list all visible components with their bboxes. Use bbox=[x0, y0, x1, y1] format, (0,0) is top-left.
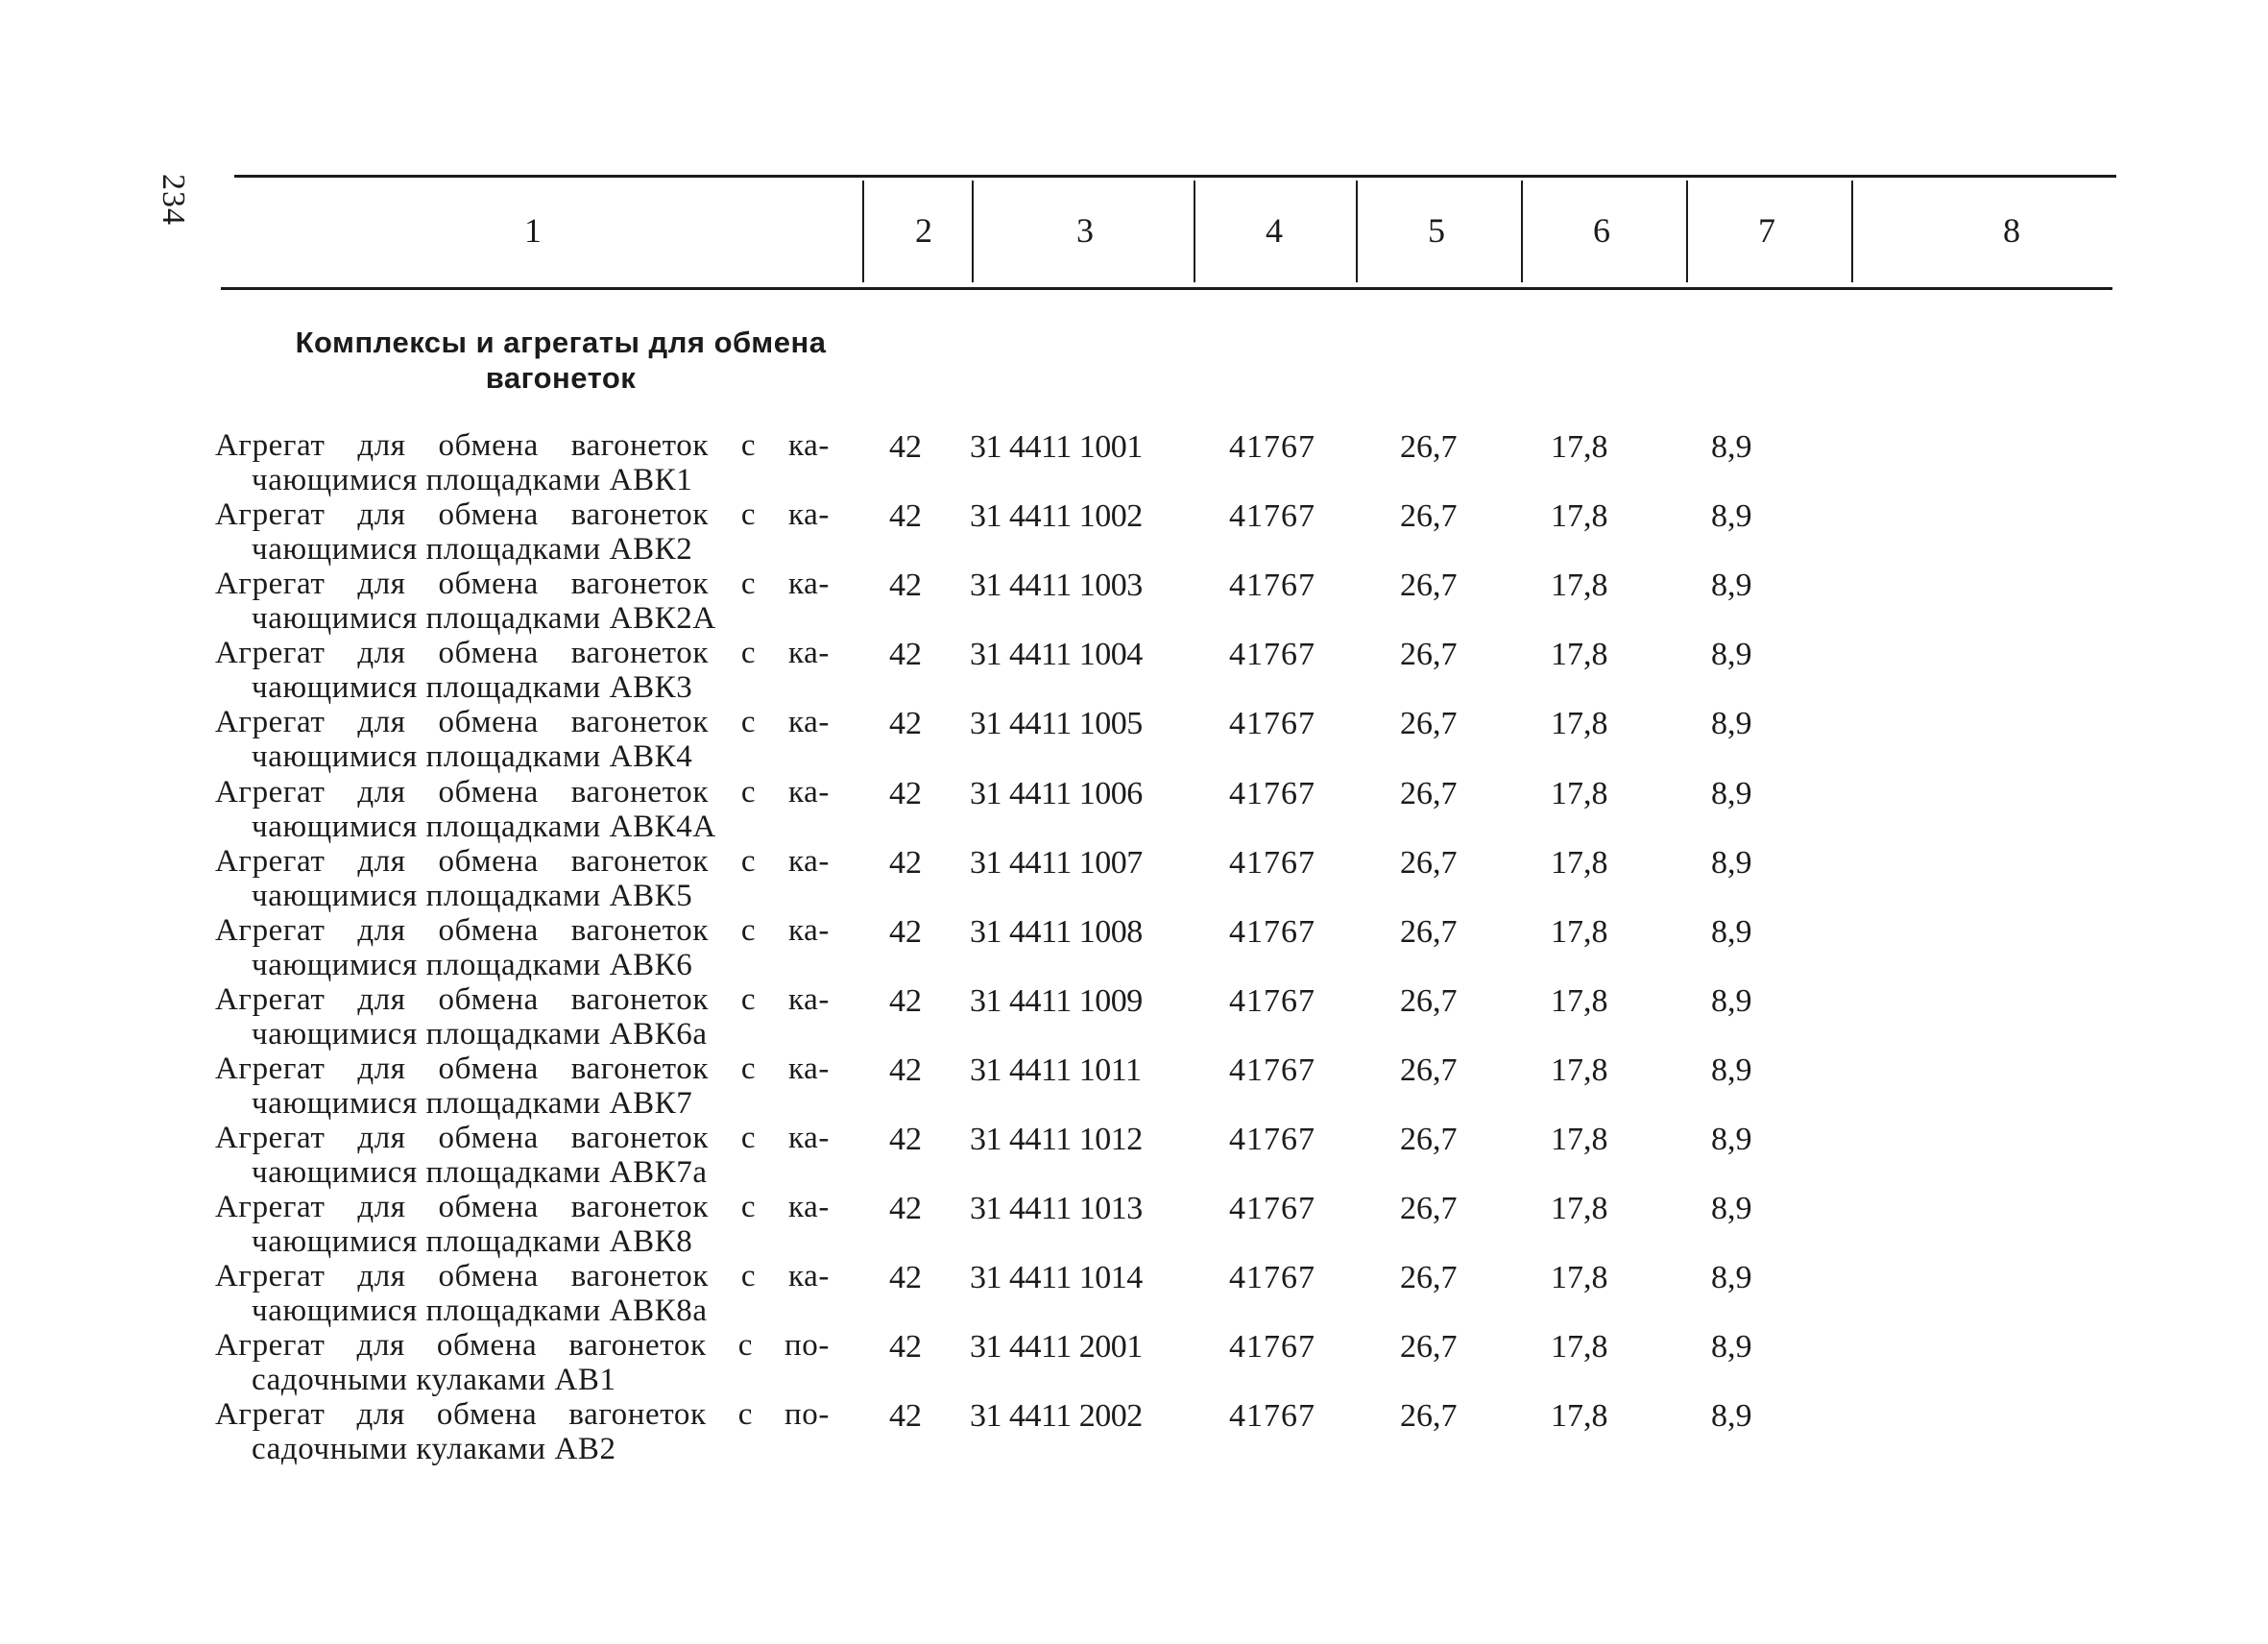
cell-col5: 26,7 bbox=[1400, 776, 1458, 811]
cell-col2: 42 bbox=[889, 1122, 922, 1157]
row-description bbox=[215, 1259, 830, 1328]
row-description-line2: чающимися площадками АВК4А bbox=[252, 810, 716, 844]
row-description-line1: Агрегат для обмена вагонеток с ка- bbox=[215, 428, 830, 463]
row-description bbox=[215, 913, 830, 982]
column-header-7: 7 bbox=[1758, 211, 1775, 250]
cell-col6: 17,8 bbox=[1551, 1052, 1608, 1088]
row-description-line1: Агрегат для обмена вагонеток с ка- bbox=[215, 1052, 830, 1086]
cell-col6: 17,8 bbox=[1551, 568, 1608, 603]
cell-col5: 26,7 bbox=[1400, 1191, 1458, 1226]
row-description-line1: Агрегат для обмена вагонеток с ка- bbox=[215, 1121, 830, 1155]
cell-col4: 41767 bbox=[1229, 637, 1315, 672]
cell-col5: 26,7 bbox=[1400, 845, 1458, 881]
cell-col6: 17,8 bbox=[1551, 498, 1608, 534]
cell-col4: 41767 bbox=[1229, 1329, 1315, 1365]
row-description-line2: чающимися площадками АВК2 bbox=[252, 532, 693, 567]
table-row bbox=[0, 1328, 2268, 1397]
cell-col4: 41767 bbox=[1229, 776, 1315, 811]
cell-col3: 31 4411 2001 bbox=[970, 1329, 1143, 1365]
table-row bbox=[0, 982, 2268, 1052]
row-description bbox=[215, 775, 830, 844]
cell-col5: 26,7 bbox=[1400, 498, 1458, 534]
cell-col3: 31 4411 1011 bbox=[970, 1052, 1142, 1088]
cell-col2: 42 bbox=[889, 1329, 922, 1365]
cell-col4: 41767 bbox=[1229, 845, 1315, 881]
column-divider bbox=[972, 181, 974, 282]
cell-col2: 42 bbox=[889, 776, 922, 811]
cell-col2: 42 bbox=[889, 1398, 922, 1434]
row-description bbox=[215, 1121, 830, 1190]
table-row bbox=[0, 567, 2268, 636]
cell-col2: 42 bbox=[889, 706, 922, 741]
table-row bbox=[0, 1190, 2268, 1259]
cell-col2: 42 bbox=[889, 845, 922, 881]
column-header-1: 1 bbox=[524, 211, 542, 250]
cell-col3: 31 4411 1001 bbox=[970, 429, 1143, 465]
cell-col3: 31 4411 1008 bbox=[970, 914, 1143, 950]
page-number: 234 bbox=[156, 174, 191, 226]
table-row bbox=[0, 1259, 2268, 1328]
cell-col6: 17,8 bbox=[1551, 983, 1608, 1019]
table-row bbox=[0, 1052, 2268, 1121]
cell-col5: 26,7 bbox=[1400, 914, 1458, 950]
column-header-3: 3 bbox=[1076, 211, 1094, 250]
cell-col3: 31 4411 1005 bbox=[970, 706, 1143, 741]
cell-col6: 17,8 bbox=[1551, 1329, 1608, 1365]
column-divider bbox=[1851, 181, 1853, 282]
row-description-line2: чающимися площадками АВК6 bbox=[252, 948, 693, 982]
row-description-line2: чающимися площадками АВК8 bbox=[252, 1224, 693, 1259]
cell-col6: 17,8 bbox=[1551, 1260, 1608, 1295]
cell-col7: 8,9 bbox=[1711, 1329, 1752, 1365]
cell-col6: 17,8 bbox=[1551, 637, 1608, 672]
cell-col4: 41767 bbox=[1229, 1052, 1315, 1088]
row-description-line2: садочными кулаками АВ1 bbox=[252, 1363, 616, 1397]
table-row bbox=[0, 844, 2268, 913]
table-row bbox=[0, 913, 2268, 982]
cell-col5: 26,7 bbox=[1400, 1122, 1458, 1157]
cell-col4: 41767 bbox=[1229, 1260, 1315, 1295]
cell-col7: 8,9 bbox=[1711, 429, 1752, 465]
cell-col6: 17,8 bbox=[1551, 429, 1608, 465]
cell-col2: 42 bbox=[889, 498, 922, 534]
table-row bbox=[0, 636, 2268, 705]
row-description-line2: чающимися площадками АВК8а bbox=[252, 1293, 708, 1328]
section-title-line2: вагонеток bbox=[485, 361, 637, 395]
cell-col7: 8,9 bbox=[1711, 914, 1752, 950]
cell-col3: 31 4411 1007 bbox=[970, 845, 1143, 881]
row-description bbox=[215, 567, 830, 636]
cell-col4: 41767 bbox=[1229, 1191, 1315, 1226]
cell-col7: 8,9 bbox=[1711, 568, 1752, 603]
row-description-line1: Агрегат для обмена вагонеток с ка- bbox=[215, 844, 830, 879]
row-description-line2: чающимися площадками АВК4 bbox=[252, 739, 693, 774]
cell-col2: 42 bbox=[889, 429, 922, 465]
cell-col5: 26,7 bbox=[1400, 1260, 1458, 1295]
row-description-line1: Агрегат для обмена вагонеток с ка- bbox=[215, 1190, 830, 1224]
cell-col7: 8,9 bbox=[1711, 637, 1752, 672]
cell-col7: 8,9 bbox=[1711, 1052, 1752, 1088]
cell-col4: 41767 bbox=[1229, 429, 1315, 465]
row-description bbox=[215, 497, 830, 567]
cell-col7: 8,9 bbox=[1711, 1398, 1752, 1434]
cell-col7: 8,9 bbox=[1711, 845, 1752, 881]
cell-col5: 26,7 bbox=[1400, 706, 1458, 741]
row-description bbox=[215, 428, 830, 497]
row-description-line1: Агрегат для обмена вагонеток с ка- bbox=[215, 567, 830, 601]
cell-col3: 31 4411 1002 bbox=[970, 498, 1143, 534]
column-divider bbox=[1686, 181, 1688, 282]
cell-col4: 41767 bbox=[1229, 1122, 1315, 1157]
cell-col3: 31 4411 1013 bbox=[970, 1191, 1143, 1226]
cell-col2: 42 bbox=[889, 1191, 922, 1226]
cell-col6: 17,8 bbox=[1551, 1122, 1608, 1157]
cell-col3: 31 4411 1014 bbox=[970, 1260, 1143, 1295]
table-row bbox=[0, 428, 2268, 497]
column-divider bbox=[862, 181, 864, 282]
cell-col4: 41767 bbox=[1229, 706, 1315, 741]
cell-col3: 31 4411 1012 bbox=[970, 1122, 1143, 1157]
row-description-line1: Агрегат для обмена вагонеток с ка- bbox=[215, 775, 830, 810]
row-description-line1: Агрегат для обмена вагонеток с ка- bbox=[215, 1259, 830, 1293]
table-top-rule bbox=[234, 175, 2116, 178]
table-row bbox=[0, 1121, 2268, 1190]
cell-col6: 17,8 bbox=[1551, 776, 1608, 811]
row-description bbox=[215, 1190, 830, 1259]
column-header-4: 4 bbox=[1266, 211, 1283, 250]
section-title bbox=[253, 325, 868, 396]
row-description-line2: чающимися площадками АВК6а bbox=[252, 1017, 708, 1052]
cell-col6: 17,8 bbox=[1551, 914, 1608, 950]
cell-col5: 26,7 bbox=[1400, 637, 1458, 672]
row-description bbox=[215, 705, 830, 774]
cell-col7: 8,9 bbox=[1711, 1122, 1752, 1157]
row-description-line2: чающимися площадками АВК7а bbox=[252, 1155, 708, 1190]
table-header-bottom-rule bbox=[221, 287, 2112, 290]
row-description-line2: чающимися площадками АВК2А bbox=[252, 601, 716, 636]
cell-col7: 8,9 bbox=[1711, 1191, 1752, 1226]
row-description-line2: садочными кулаками АВ2 bbox=[252, 1432, 616, 1466]
row-description-line1: Агрегат для обмена вагонеток с ка- bbox=[215, 497, 830, 532]
table-row bbox=[0, 1397, 2268, 1466]
cell-col4: 41767 bbox=[1229, 498, 1315, 534]
column-divider bbox=[1356, 181, 1358, 282]
cell-col5: 26,7 bbox=[1400, 1329, 1458, 1365]
cell-col5: 26,7 bbox=[1400, 983, 1458, 1019]
cell-col6: 17,8 bbox=[1551, 845, 1608, 881]
cell-col2: 42 bbox=[889, 568, 922, 603]
section-title-line1: Комплексы и агрегаты для обмена bbox=[295, 326, 827, 359]
cell-col5: 26,7 bbox=[1400, 429, 1458, 465]
row-description-line2: чающимися площадками АВК3 bbox=[252, 670, 693, 705]
column-header-5: 5 bbox=[1428, 211, 1445, 250]
cell-col7: 8,9 bbox=[1711, 498, 1752, 534]
cell-col4: 41767 bbox=[1229, 1398, 1315, 1434]
cell-col5: 26,7 bbox=[1400, 1052, 1458, 1088]
cell-col3: 31 4411 1003 bbox=[970, 568, 1143, 603]
row-description-line1: Агрегат для обмена вагонеток с ка- bbox=[215, 982, 830, 1017]
cell-col3: 31 4411 1004 bbox=[970, 637, 1143, 672]
cell-col6: 17,8 bbox=[1551, 706, 1608, 741]
row-description-line1: Агрегат для обмена вагонеток с ка- bbox=[215, 705, 830, 739]
row-description bbox=[215, 1052, 830, 1121]
cell-col3: 31 4411 1006 bbox=[970, 776, 1143, 811]
cell-col2: 42 bbox=[889, 983, 922, 1019]
table-row bbox=[0, 775, 2268, 844]
column-header-6: 6 bbox=[1593, 211, 1610, 250]
row-description-line2: чающимися площадками АВК1 bbox=[252, 463, 693, 497]
row-description-line2: чающимися площадками АВК5 bbox=[252, 879, 693, 913]
cell-col2: 42 bbox=[889, 914, 922, 950]
row-description bbox=[215, 1328, 830, 1397]
row-description bbox=[215, 1397, 830, 1466]
cell-col6: 17,8 bbox=[1551, 1398, 1608, 1434]
column-divider bbox=[1194, 181, 1195, 282]
cell-col7: 8,9 bbox=[1711, 776, 1752, 811]
row-description-line1: Агрегат для обмена вагонеток с ка- bbox=[215, 636, 830, 670]
row-description bbox=[215, 982, 830, 1052]
cell-col4: 41767 bbox=[1229, 568, 1315, 603]
cell-col7: 8,9 bbox=[1711, 983, 1752, 1019]
table-row bbox=[0, 497, 2268, 567]
cell-col4: 41767 bbox=[1229, 983, 1315, 1019]
cell-col2: 42 bbox=[889, 1052, 922, 1088]
table-row bbox=[0, 705, 2268, 774]
column-header-8: 8 bbox=[2003, 211, 2020, 250]
row-description bbox=[215, 844, 830, 913]
row-description-line1: Агрегат для обмена вагонеток с по- bbox=[215, 1397, 830, 1432]
cell-col5: 26,7 bbox=[1400, 568, 1458, 603]
cell-col2: 42 bbox=[889, 637, 922, 672]
row-description-line2: чающимися площадками АВК7 bbox=[252, 1086, 693, 1121]
cell-col7: 8,9 bbox=[1711, 706, 1752, 741]
cell-col6: 17,8 bbox=[1551, 1191, 1608, 1226]
cell-col2: 42 bbox=[889, 1260, 922, 1295]
row-description bbox=[215, 636, 830, 705]
cell-col4: 41767 bbox=[1229, 914, 1315, 950]
cell-col5: 26,7 bbox=[1400, 1398, 1458, 1434]
row-description-line1: Агрегат для обмена вагонеток с ка- bbox=[215, 913, 830, 948]
column-divider bbox=[1521, 181, 1523, 282]
cell-col3: 31 4411 2002 bbox=[970, 1398, 1143, 1434]
row-description-line1: Агрегат для обмена вагонеток с по- bbox=[215, 1328, 830, 1363]
column-header-2: 2 bbox=[915, 211, 932, 250]
cell-col3: 31 4411 1009 bbox=[970, 983, 1143, 1019]
cell-col7: 8,9 bbox=[1711, 1260, 1752, 1295]
